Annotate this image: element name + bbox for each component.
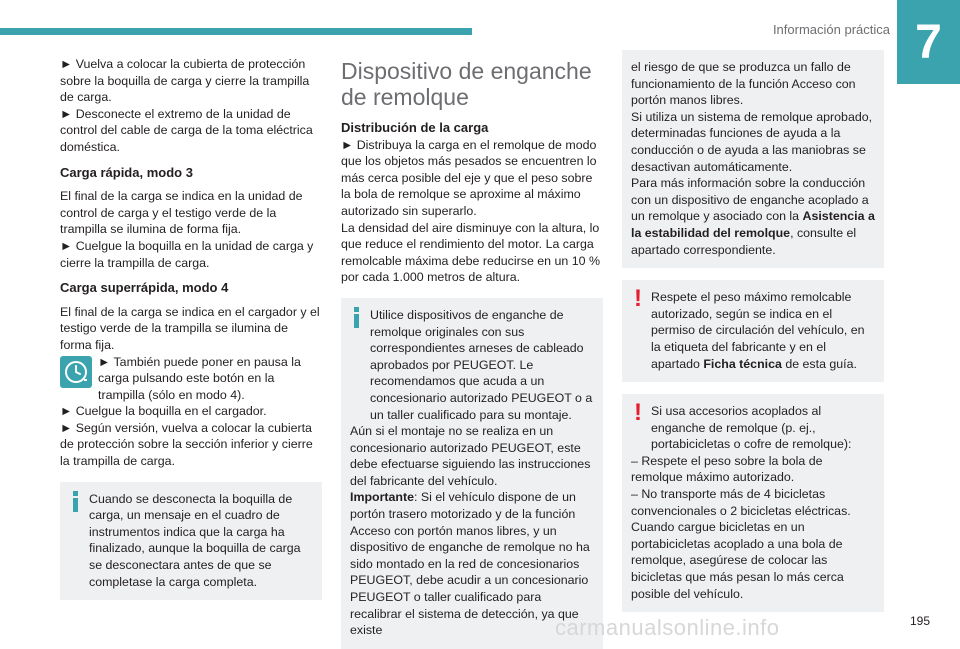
chapter-number: 7 [897, 0, 960, 84]
important-text: : Si el vehículo dispone de un portón trasero motorizado y de la función Acceso con portón manos libres, y un dispositivo de enganche de remolque no ha sido montado en la red de concesionarios PEUGEOT, debe acudir a un concesionario PEUGEOT o taller cualificado para recalibrar el sistema de detección, ya que existe [350, 490, 590, 638]
note-text: el riesgo de que se produzca un fallo de funcionamiento de la función Acceso con portón manos libres. [631, 60, 856, 108]
paragraph: ► También puede poner en pausa la carga pulsando este botón en la trampilla (sólo en modo 4). [98, 354, 301, 402]
warning-text: Respete el peso máximo remolcable autorizado, según se indica en el permiso de circulación del vehículo, en la etiqueta del fabricante y en el apartado Ficha técnica de esta guía. [651, 290, 865, 371]
paragraph: El final de la carga se indica en la unidad de control de carga y el testigo verde de la trampilla se ilumina de forma fija. [60, 189, 303, 237]
heading-mode-4: Carga superrápida, modo 4 [60, 280, 229, 296]
paragraph: ► Desconecte el extremo de la unidad de control del cable de carga de la toma eléctrica doméstica. [60, 106, 313, 154]
note-text: Si utiliza un sistema de remolque aprobado, determinadas funciones de ayuda a la conducción o de ayuda a las maniobras se desactivan automáticamente. [631, 109, 873, 174]
paragraph: ► Distribuya la carga en el remolque de modo que los objetos más pesados se encuentren lo más cerca posible del eje y que el peso sobre la bola de remolque se aproxime al máximo autorizado sin superarlo. [341, 137, 597, 218]
warning-note [622, 394, 884, 612]
paragraph: El final de la carga se indica en el cargador y el testigo verde de la trampilla se ilumina de forma fija. [60, 304, 320, 352]
warning-text: – Respete el peso sobre la bola de remolque máximo autorizado. [631, 453, 823, 485]
warning-text: Si usa accesorios acoplados al enganche de remolque (p. ej., portabicicletas o cofre de remolque): [651, 404, 852, 452]
paragraph: ► Según versión, vuelva a colocar la cubierta de protección sobre la sección inferior y cierre la trampilla de carga. [60, 420, 313, 469]
info-icon [70, 491, 80, 513]
pause-charge-icon [60, 356, 92, 388]
info-note [341, 298, 603, 649]
note-text: Utilice dispositivos de enganche de remolque originales con sus correspondientes arneses de cableado aprobados por PEUGEOT. Le recomendamos que acuda a un concesionario autorizado PEUGEOT o a un taller cualificado para su montaje. [370, 307, 593, 422]
column-2 [341, 56, 603, 649]
section-heading: Dispositivo de enganche de remolque [341, 58, 592, 110]
paragraph: La densidad del aire disminuye con la altura, lo que reduce el rendimiento del motor. La carga remolcable máxima debe reducirse en un 10 % por cada 1.000 metros de altura. [341, 220, 600, 285]
info-note [60, 482, 322, 601]
warning-icon: ! [634, 399, 642, 427]
column-3 [622, 56, 884, 612]
page-number: 195 [909, 614, 930, 628]
important-label: Importante [350, 490, 415, 505]
pause-instruction [60, 354, 322, 404]
heading-load-distribution: Distribución de la carga [341, 120, 489, 135]
watermark: carmanualsonline.info [555, 615, 780, 640]
warning-text: Cuando cargue bicicletas en un portabicicletas acoplado a una bola de remolque, asegúrese de colocar las bicicletas que más pesan lo más cerca posible del vehículo. [631, 520, 844, 601]
section-title: Información práctica [772, 22, 890, 37]
warning-text: – No transporte más de 4 bicicletas convencionales o 2 bicicletas eléctricas. [631, 487, 851, 518]
paragraph: ► Cuelgue la boquilla en el cargador. [60, 404, 267, 419]
trailer-stability-label: Asistencia a la estabilidad del remolque [631, 209, 875, 240]
info-icon [351, 307, 361, 329]
note-text: Para más información sobre la conducción con un dispositivo de enganche acoplado a un remolque y asociado con la Asistencia a la estabilidad del remolque, consulte el apartado correspondiente. [631, 176, 875, 257]
warning-icon: ! [634, 285, 642, 313]
paragraph: ► Vuelva a colocar la cubierta de protección sobre la boquilla de carga y cierre la trampilla de carga. [60, 57, 310, 105]
warning-note [622, 280, 884, 382]
info-note-continued [622, 50, 884, 268]
heading-mode-3: Carga rápida, modo 3 [60, 164, 193, 180]
note-text: Aún si el montaje no se realiza en un concesionario autorizado PEUGEOT, este debe efectuarse siguiendo las instrucciones del fabricante del vehículo. [350, 424, 591, 488]
column-1 [60, 56, 322, 600]
tech-sheet-label: Ficha técnica [703, 356, 782, 371]
note-text: Cuando se desconecta la boquilla de carga, un mensaje en el cuadro de instrumentos indica que la carga ha finalizado, aunque la boquilla de carga se desconectara antes de que se completase la carga completa. [89, 491, 301, 589]
paragraph: ► Cuelgue la boquilla en la unidad de carga y cierre la trampilla de carga. [60, 238, 314, 270]
header-accent-bar [0, 28, 472, 35]
